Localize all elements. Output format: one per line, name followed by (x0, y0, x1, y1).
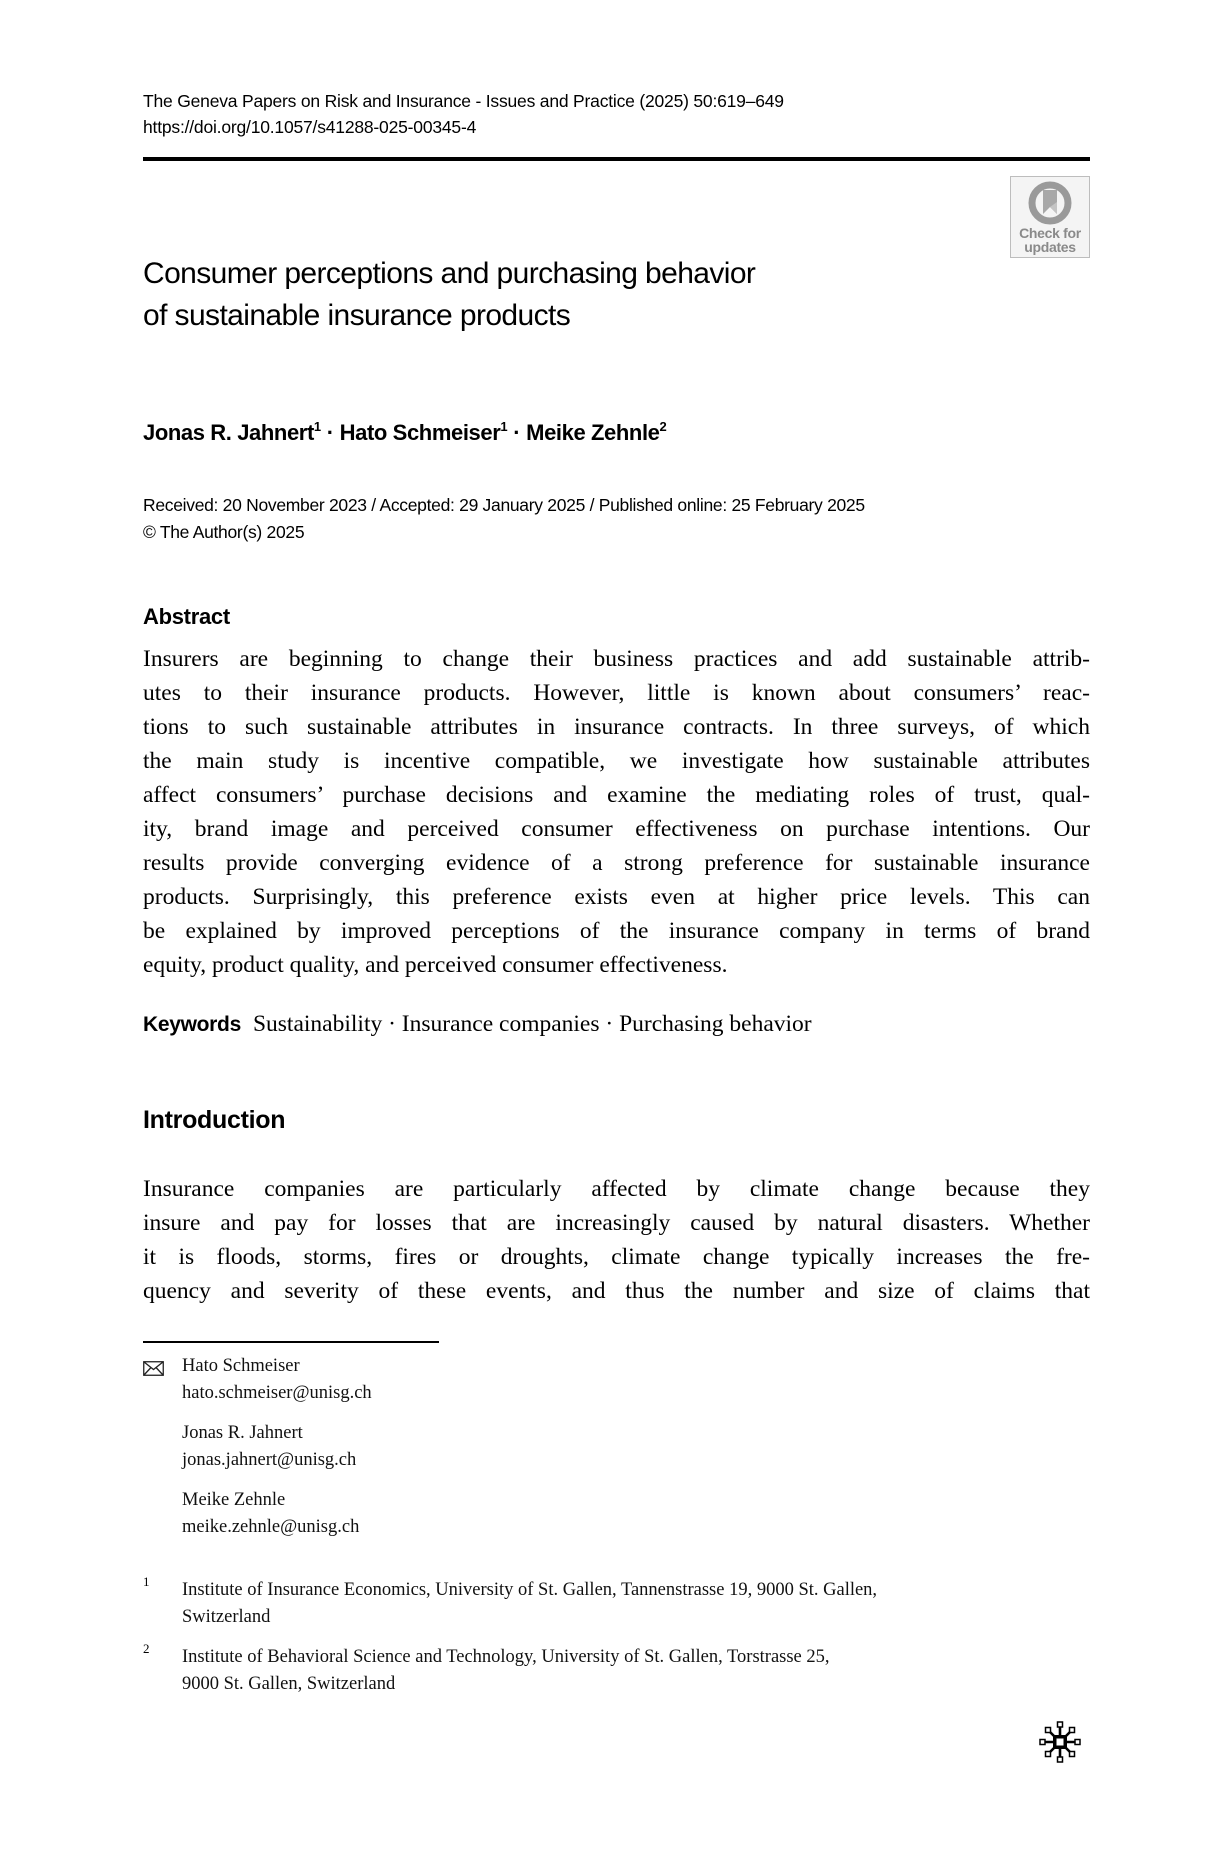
author-name[interactable]: Hato Schmeiser (339, 420, 501, 445)
keywords-label: Keywords (143, 1013, 241, 1036)
header-rule (143, 157, 1090, 161)
article-title (143, 253, 943, 337)
publication-history (143, 492, 865, 546)
abstract-line: be explained by improved perceptions of the insurance company in terms of brand (143, 918, 1090, 944)
abstract-line: utes to their insurance products. However, little is known about consumers’ reac- (143, 680, 1090, 706)
badge-text-line2: updates (1024, 239, 1076, 255)
affiliation-line: 9000 St. Gallen, Switzerland (182, 1674, 396, 1694)
correspondence-email[interactable]: meike.zehnle@unisg.ch (182, 1517, 360, 1537)
introduction-line: quency and severity of these events, and thus the number and size of claims that (143, 1278, 1090, 1304)
introduction-line: it is floods, storms, fires or droughts, climate change typically increases the fre- (143, 1244, 1090, 1270)
author-affiliation-mark: 1 (500, 419, 508, 434)
badge-text-line1: Check for (1019, 225, 1081, 241)
article-title-line1: Consumer perceptions and purchasing behavior (143, 257, 756, 290)
author-list (143, 418, 666, 448)
abstract-body (143, 642, 1090, 982)
abstract-line: the main study is incentive compatible, we investigate how sustainable attributes (143, 748, 1090, 774)
copyright-notice: © The Author(s) 2025 (143, 522, 305, 542)
correspondence-email[interactable]: hato.schmeiser@unisg.ch (182, 1383, 372, 1403)
affiliation-number: 2 (143, 1641, 150, 1656)
check-for-updates-badge[interactable] (1010, 176, 1090, 258)
author-affiliation-mark: 2 (659, 419, 667, 434)
abstract-line: ity, brand image and perceived consumer effectiveness on purchase intentions. Our (143, 816, 1090, 842)
article-title-line2: of sustainable insurance products (143, 299, 571, 332)
doi-link[interactable]: https://doi.org/10.1057/s41288-025-00345-4 (143, 117, 477, 137)
author-separator: · (513, 420, 521, 445)
correspondence-entry (182, 1353, 372, 1407)
abstract-line: equity, product quality, and perceived consumer effectiveness. (143, 952, 728, 978)
keywords-list: Sustainability · Insurance companies · Purchasing behavior (252, 1011, 812, 1037)
affiliation-entry (182, 1577, 877, 1631)
springer-horse-icon (1038, 1720, 1082, 1764)
affiliation-line: Institute of Insurance Economics, University of St. Gallen, Tannenstrasse 19, 9000 St. Gallen, (182, 1580, 878, 1600)
affiliation-entry (182, 1644, 830, 1698)
correspondence-entry (182, 1420, 356, 1474)
abstract-line: products. Surprisingly, this preference exists even at higher price levels. This can (143, 884, 1090, 910)
keywords (143, 1009, 812, 1040)
journal-citation: The Geneva Papers on Risk and Insurance - Issues and Practice (2025) 50:619–649 (143, 91, 784, 111)
author-name[interactable]: Meike Zehnle (526, 420, 660, 445)
abstract-line: Insurers are beginning to change their business practices and add sustainable attrib- (143, 646, 1090, 672)
correspondence-entry (182, 1487, 359, 1541)
correspondence-name: Hato Schmeiser (182, 1356, 300, 1376)
history-dates: Received: 20 November 2023 / Accepted: 29 January 2025 / Published online: 25 February 2025 (143, 495, 865, 515)
footnote-rule (143, 1341, 439, 1343)
affiliation-line: Institute of Behavioral Science and Technology, University of St. Gallen, Torstrasse 25, (182, 1647, 830, 1667)
introduction-line: Insurance companies are particularly affected by climate change because they (143, 1176, 1090, 1202)
correspondence-name: Jonas R. Jahnert (182, 1423, 303, 1443)
introduction-body (143, 1172, 1090, 1308)
check-for-updates-icon (1027, 180, 1073, 226)
correspondence-email[interactable]: jonas.jahnert@unisg.ch (182, 1450, 357, 1470)
abstract-line: affect consumers’ purchase decisions and examine the mediating roles of trust, qual- (143, 782, 1090, 808)
introduction-heading: Introduction (143, 1106, 286, 1134)
envelope-icon (143, 1361, 164, 1376)
author-affiliation-mark: 1 (313, 419, 321, 434)
introduction-line: insure and pay for losses that are increasingly caused by natural disasters. Whether (143, 1210, 1090, 1236)
affiliation-line: Switzerland (182, 1607, 271, 1627)
abstract-line: tions to such sustainable attributes in insurance contracts. In three surveys, of which (143, 714, 1090, 740)
correspondence-name: Meike Zehnle (182, 1490, 286, 1510)
author-name[interactable]: Jonas R. Jahnert (143, 420, 314, 445)
abstract-heading: Abstract (143, 604, 230, 629)
author-separator: · (326, 420, 334, 445)
affiliation-number: 1 (143, 1574, 150, 1589)
abstract-line: results provide converging evidence of a strong preference for sustainable insurance (143, 850, 1090, 876)
